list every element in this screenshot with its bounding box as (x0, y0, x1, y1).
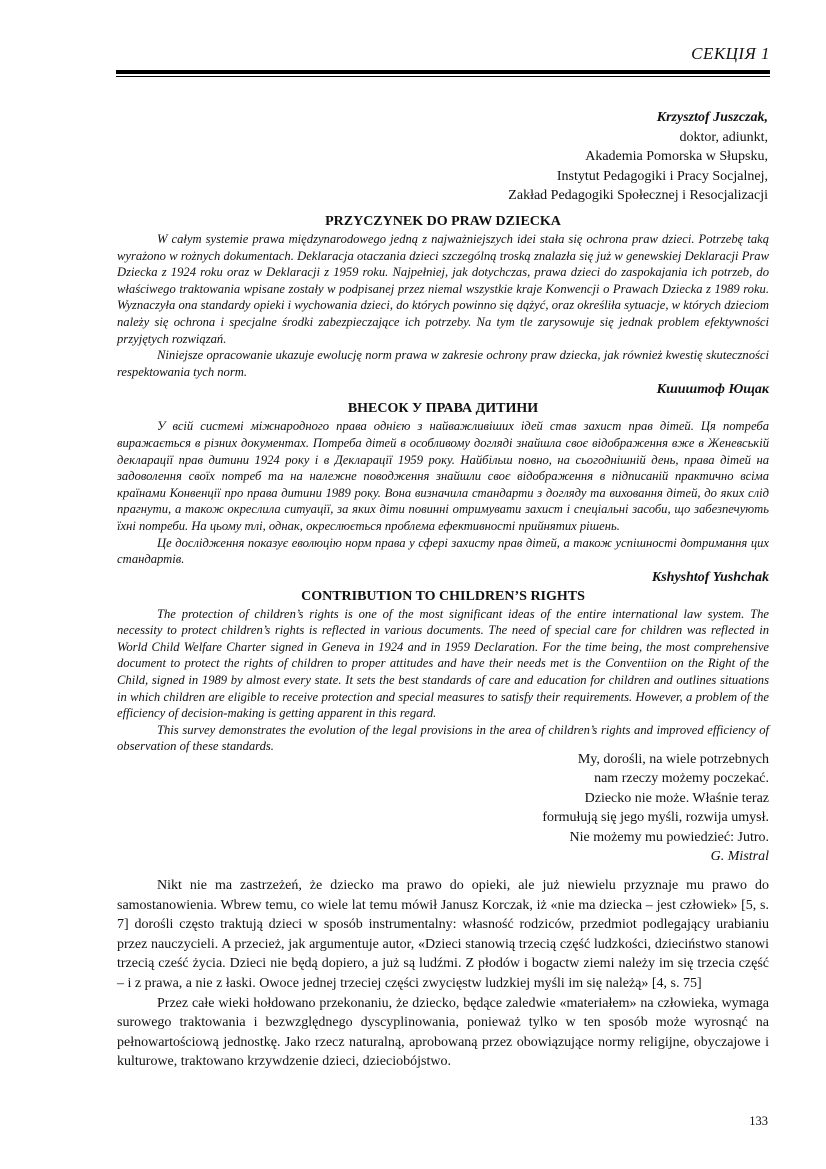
header-rule-thin (116, 76, 770, 77)
section-header: СЕКЦІЯ 1 (691, 44, 770, 63)
affiliation-line: doktor, adiunkt, (679, 129, 768, 145)
author-name: Krzysztof Juszczak, (656, 110, 768, 125)
affiliation-line: Instytut Pedagogiki i Pracy Socjalnej, (556, 168, 768, 184)
ukrainian-abstract-paragraph: У всій системі міжнародного права однією з найважливіших ідей став захист прав дітей. Ця потреба виражається в різних документах. Потреба дітей в особливому догляді знайшла своє відображення вже в Женевській декларації прав дитини 1924 року і в Декларації 1959 року. Найбільш повно, на сьогоднішній день, права дітей на задоволення своїх потреб та на належне поводження знайшли своє відображення в підписаній практично всіма країнами Конвенції про права дитини 1989 року. Вона визначила стандарти з догляду та виховання дітей, до яких слід прагнути, а також окреслила ситуації, за яких діти повинні отримувати захист і спеціальні засоби, що забезпечують їхні потреби. На цьому тлі, однак, окреслюється проблема ефективності прийнятих рішень. (117, 419, 769, 533)
epigraph-line: My, dorośli, na wiele potrzebnych (577, 752, 769, 767)
ukrainian-title: ВНЕСОК У ПРАВА ДИТИНИ (347, 401, 539, 417)
polish-abstract-paragraph: Niniejsze opracowanie ukazuje ewolucję norm prawa w zakresie ochrony praw dziecka, jak również kwestię skuteczności respektowania tych norm. (117, 348, 769, 379)
abstracts-block (117, 212, 769, 755)
epigraph-line: formułują się jego myśli, rozwija umysł. (542, 810, 769, 826)
english-abstract-paragraph: The protection of children’s rights is one of the most significant ideas of the entire international law system. The necessity to protect children’s rights is reflected in various documents. The need of special care for children was reflected in World Child Welfare Charter signed in Geneva in 1924 and in 1959 Declaration. For the time being, the most comprehensive document to protect the rights of children to proper attitudes and have their needs met is the Conventiion on the Right of the Child, signed in 1989 by almost every state. It sets the best standards of care and education for children and outlines situations in which children are eligible to receive protection and special measures to satisfy their requirements. However, a problem of the efficiency of decision-making is getting apparent in this regard. (117, 606, 769, 721)
header-rule-thick (116, 70, 770, 74)
english-author: Kshyshtof Yushchak (651, 569, 769, 585)
epigraph (440, 750, 769, 866)
body-paragraph: Nikt nie ma zastrzeżeń, że dziecko ma prawo do opieki, ale już niewielu przyznaje mu prawo do samostanowienia. Wbrew temu, co wiele lat temu mówił Janusz Korczak, iż «nie ma dziecka – jest człowiek» [5, s. 7] dorośli często traktują dzieci w sposób instrumentalny: własność rodziców, przedmiot podlegający urabianiu przez nauczycieli. A przecież, jak argumentuje autor, «Dzieci stanowią trzecią część ludzkości, dzieciństwo stanowi trzecią cześć życia. Dzieci nie będą dopiero, a już są ludźmi. Z płodów i bogactw ziemi należy im się trzecia część – i z prawa, a nie z łaski. Owoce jednej trzeciej części zwycięstw ludzkiej myśli im się należą» [4, s. 75] (117, 878, 769, 991)
epigraph-source: G. Mistral (710, 849, 769, 865)
affiliation-line: Zakład Pedagogiki Społecznej i Resocjalizacji (508, 188, 768, 203)
polish-abstract-paragraph: W całym systemie prawa międzynarodowego jedną z najważniejszych idei stała się ochrona praw dzieci. Potrzebę taką wyrażono w rożnych dokumentach. Deklaracja otaczania dzieci szczególną troską znalazła się już w genewskiej Deklaracji Praw Dziecka z 1924 roku oraz w Deklaracji z 1959 roku. Najpełniej, jak dotychczas, prawa dzieci do zaspokajania ich potrzeb, do właściwego traktowania wpisane zostały w podpisanej przez niemal wszystkie kraje Konwencji o Prawach Dziecka z 1989 roku. Wyznaczyła ona standardy opieki i wychowania dzieci, do których powinno się dążyć, oraz określiła sytuacje, w których dzieciom należy się ochrona i specjalne środki zabezpieczające ich potrzeby. Na tym tle zarysowuje się jednak problem efektywności przyjętych rozwiązań. (117, 232, 769, 346)
polish-title: PRZYCZYNEK DO PRAW DZIECKA (325, 214, 561, 229)
body-paragraph: Przez całe wieki hołdowano przekonaniu, że dziecko, będące zaledwie «materiałem» na człowieka, wymaga surowego traktowania i bezwzględnego dyscyplinowania, ponieważ tylko w ten sposób może wyrosnąć na pełnowartościową jednostkę. Jako rzecz naturalną, aprobowaną przez obowiązujące normy religijne, obyczajowe i kulturowe, traktowano krzywdzenie dzieci, dzieciobójstwo. (117, 995, 769, 1070)
ukrainian-abstract-paragraph: Це дослідження показує еволюцію норм права у сфері захисту прав дітей, а також успішності дотримання цих стандартів. (117, 535, 769, 567)
epigraph-line: Dziecko nie może. Właśnie teraz (584, 790, 769, 806)
main-body-text (117, 876, 769, 1072)
english-abstract-paragraph: This survey demonstrates the evolution of the legal provisions in the area of children’s rights and improved efficiency of observation of these standards. (117, 722, 769, 754)
page-number: 133 (749, 1114, 768, 1128)
ukrainian-author: Кшиштоф Ющак (656, 382, 769, 398)
affiliation-line: Akademia Pomorska w Słupsku, (585, 149, 768, 164)
english-title: CONTRIBUTION TO CHILDREN’S RIGHTS (301, 588, 585, 604)
author-affiliation (300, 108, 768, 206)
epigraph-line: nam rzeczy możemy poczekać. (594, 771, 769, 787)
epigraph-line: Nie możemy mu powiedzieć: Jutro. (569, 829, 769, 845)
